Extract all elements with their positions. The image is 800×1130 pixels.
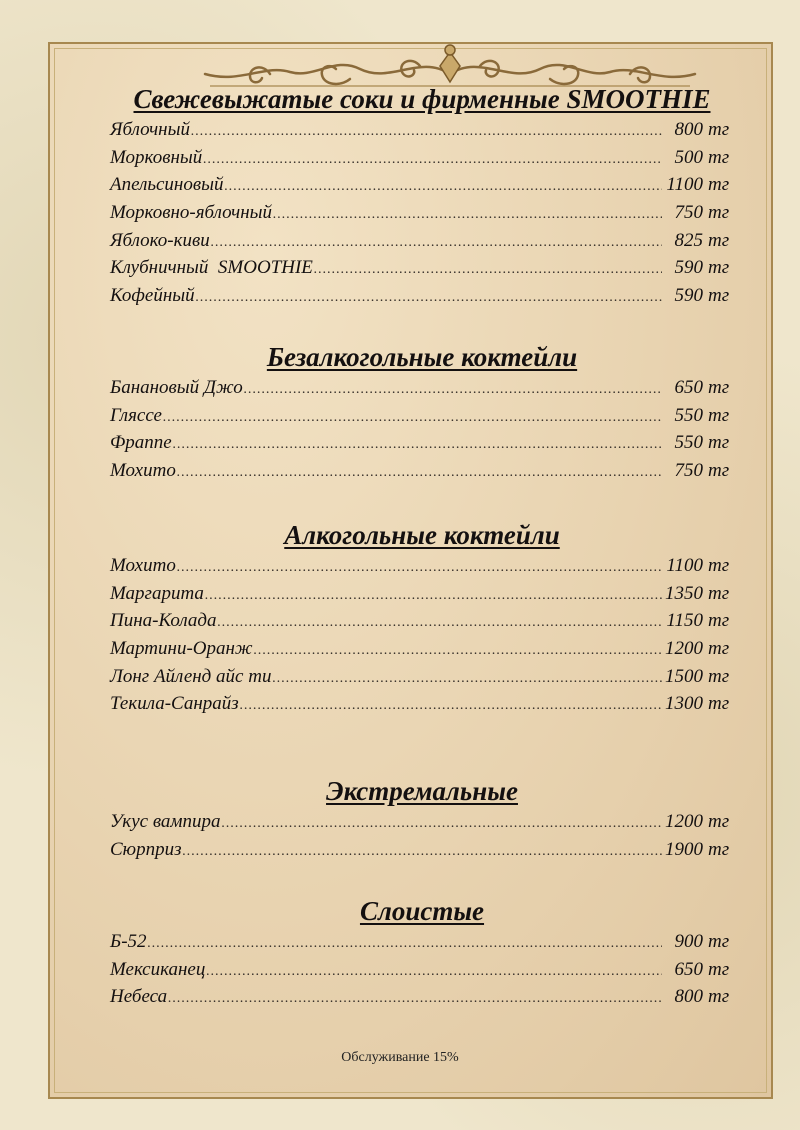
currency: тг xyxy=(708,257,730,279)
dot-leader xyxy=(224,173,662,201)
dot-leader xyxy=(273,201,662,229)
currency: тг xyxy=(708,377,730,398)
dot-leader xyxy=(272,665,662,693)
item-price: 590 xyxy=(674,257,703,279)
item-name: Сюрприз xyxy=(110,838,182,860)
item-price: 500 xyxy=(674,146,703,168)
menu-item xyxy=(110,402,734,430)
dot-leader xyxy=(182,838,662,866)
currency: тг xyxy=(708,460,730,482)
menu-item xyxy=(110,663,734,691)
menu-item xyxy=(110,457,734,485)
item-price: 750 xyxy=(674,460,703,482)
menu-item xyxy=(110,374,734,402)
section-alcoholic xyxy=(110,518,734,718)
menu-item xyxy=(110,808,734,836)
currency: тг xyxy=(708,146,730,168)
item-price: 1200 xyxy=(665,811,703,832)
menu-page xyxy=(48,42,773,1099)
item-price: 1200 xyxy=(665,638,703,660)
item-name: Апельсиновый xyxy=(110,174,224,196)
menu-item xyxy=(110,635,734,663)
currency: тг xyxy=(708,432,730,454)
menu-item xyxy=(110,690,734,718)
menu-item xyxy=(110,580,734,608)
dot-leader xyxy=(203,146,662,174)
menu-item xyxy=(110,983,734,1011)
section-extreme xyxy=(110,774,734,863)
item-price: 1900 xyxy=(665,838,703,860)
section-juices xyxy=(110,82,734,310)
item-name: Укус вампира xyxy=(110,811,221,832)
dot-leader xyxy=(191,118,662,146)
item-price: 1350 xyxy=(665,582,703,604)
currency: тг xyxy=(708,582,730,604)
dot-leader xyxy=(148,930,662,958)
item-name: Фраппе xyxy=(110,432,172,454)
item-name: Мартини-Оранж xyxy=(110,638,253,660)
service-charge-note: Обслуживание 15% xyxy=(341,1050,459,1065)
item-name: Яблочный xyxy=(110,119,190,140)
item-price: 550 xyxy=(674,432,703,454)
item-price: 550 xyxy=(674,404,703,426)
item-price: 1500 xyxy=(665,665,703,687)
item-name: Банановый Джо xyxy=(110,377,243,398)
item-name: Яблоко-киви xyxy=(110,229,210,251)
dot-leader xyxy=(205,582,662,610)
item-name: Клубничный SMOOTHIE xyxy=(110,257,313,279)
dot-leader xyxy=(240,692,662,720)
currency: тг xyxy=(708,119,730,140)
dot-leader xyxy=(211,229,662,257)
currency: тг xyxy=(708,811,730,832)
menu-item xyxy=(110,227,734,255)
item-price: 650 xyxy=(674,377,703,398)
dot-leader xyxy=(177,459,662,487)
item-name: Морковно-яблочный xyxy=(110,202,273,224)
currency: тг xyxy=(708,665,730,687)
item-name: Кофейный xyxy=(110,285,195,307)
currency: тг xyxy=(708,174,730,196)
currency: тг xyxy=(708,555,730,576)
item-name: Пина-Колада xyxy=(110,610,217,632)
item-price: 590 xyxy=(674,285,703,307)
currency: тг xyxy=(708,229,730,251)
section-title: Свежевыжатые соки и фирменные SMOOTHIE xyxy=(133,84,711,114)
currency: тг xyxy=(708,404,730,426)
section-title: Экстремальные xyxy=(326,776,518,806)
section-layered xyxy=(110,894,734,1011)
section-title: Слоистые xyxy=(359,896,485,926)
currency: тг xyxy=(708,610,730,632)
item-price: 1300 xyxy=(665,693,703,715)
menu-item xyxy=(110,928,734,956)
item-name: Б-52 xyxy=(110,931,147,952)
dot-leader xyxy=(177,554,662,582)
dot-leader xyxy=(196,284,662,312)
currency: тг xyxy=(708,285,730,307)
item-price: 1100 xyxy=(666,555,703,576)
item-name: Лонг Айленд айс ти xyxy=(110,665,272,687)
dot-leader xyxy=(206,958,662,986)
currency: тг xyxy=(708,958,730,980)
item-price: 900 xyxy=(674,931,703,952)
dot-leader xyxy=(173,431,662,459)
item-price: 1100 xyxy=(666,174,703,196)
menu-item xyxy=(110,282,734,310)
menu-item xyxy=(110,254,734,282)
dot-leader xyxy=(314,256,662,284)
currency: тг xyxy=(708,838,730,860)
dot-leader xyxy=(218,609,662,637)
section-title: Безалкогольные коктейли xyxy=(266,342,578,372)
item-name: Мохито xyxy=(110,555,176,576)
item-name: Гляссе xyxy=(110,404,162,426)
menu-item xyxy=(110,116,734,144)
currency: тг xyxy=(708,693,730,715)
currency: тг xyxy=(708,202,730,224)
menu-item xyxy=(110,607,734,635)
menu-item xyxy=(110,956,734,984)
menu-item xyxy=(110,144,734,172)
item-name: Мексиканец xyxy=(110,958,206,980)
menu-item xyxy=(110,199,734,227)
section-non-alcoholic xyxy=(110,340,734,485)
currency: тг xyxy=(708,638,730,660)
item-name: Небеса xyxy=(110,986,168,1008)
menu-item xyxy=(110,552,734,580)
dot-leader xyxy=(163,404,662,432)
item-price: 800 xyxy=(674,119,703,140)
menu-item xyxy=(110,171,734,199)
item-price: 750 xyxy=(674,202,703,224)
item-name: Морковный xyxy=(110,146,203,168)
section-title: Алкогольные коктейли xyxy=(284,520,560,550)
dot-leader xyxy=(168,985,662,1013)
dot-leader xyxy=(254,637,662,665)
menu-item xyxy=(110,836,734,864)
item-price: 650 xyxy=(674,958,703,980)
dot-leader xyxy=(244,376,662,404)
item-name: Маргарита xyxy=(110,582,204,604)
item-name: Мохито xyxy=(110,460,176,482)
menu-item xyxy=(110,429,734,457)
item-price: 800 xyxy=(674,986,703,1008)
currency: тг xyxy=(708,986,730,1008)
dot-leader xyxy=(222,810,662,838)
item-price: 825 xyxy=(674,229,703,251)
currency: тг xyxy=(708,931,730,952)
item-name: Текила-Санрайз xyxy=(110,693,239,715)
item-price: 1150 xyxy=(666,610,703,632)
